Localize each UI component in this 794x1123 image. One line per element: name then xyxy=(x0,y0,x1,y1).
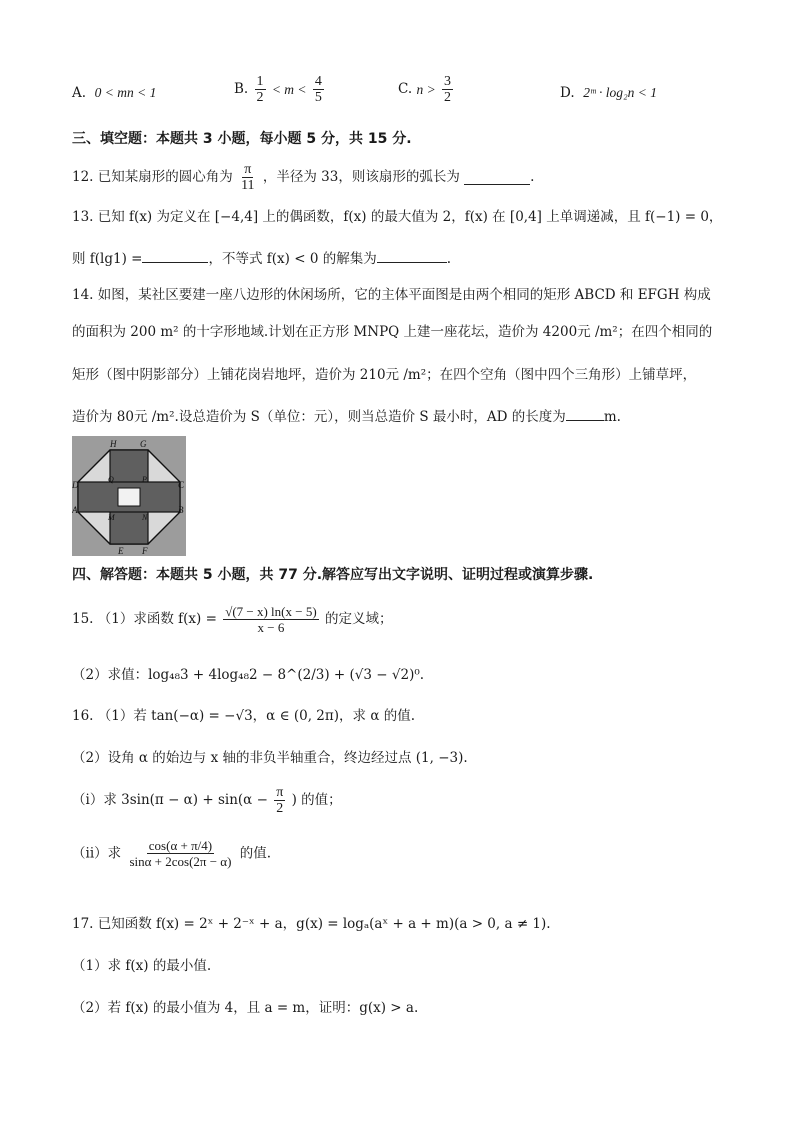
section-4-heading: 四、解答题：本题共 5 小题，共 77 分.解答应写出文字说明、证明过程或演算步骤. xyxy=(72,567,594,583)
question-15-part-1: 15. （1）求函数 f(x) = $\frac{√(7 - x) \ln(x - 5)}{x - 6}$ 的定义域； xyxy=(72,604,393,635)
octagon-figure xyxy=(72,436,186,556)
label-A: A xyxy=(72,505,78,515)
question-16-part-2-i: （i）求 3sin(π − α) + sin(α − $\frac{\pi}{2}$ ) 的值； xyxy=(72,785,342,816)
label-Q: Q xyxy=(108,475,114,484)
figure-svg xyxy=(72,436,186,556)
choice-c: C. n > $\frac{3}{2}$ xyxy=(398,74,451,105)
label-D: D xyxy=(72,480,79,490)
question-16-part-2: （2）设角 α 的始边与 x 轴的非负半轴重合，终边经过点 (1, −3). xyxy=(72,750,468,766)
label-E: E xyxy=(118,546,124,556)
answer-blank[interactable] xyxy=(464,170,530,185)
question-14-line-4: 造价为 80元 /m².设总造价为 S（单位：元），则当总造价 S 最小时，AD 的长度为 m. xyxy=(72,406,621,426)
question-13-line-2: 则 f(lg1) = ，不等式 f(x) < 0 的解集为 . xyxy=(72,248,451,268)
question-14-line-2: 的面积为 200 m² 的十字形地域.计划在正方形 MNPQ 上建一座花坛，造价为 4200元 /m²；在四个相同的 xyxy=(72,324,713,340)
question-17-part-2: （2）若 f(x) 的最小值为 4，且 a = m，证明：g(x) > a. xyxy=(72,1000,419,1016)
label-C: C xyxy=(178,480,185,490)
label-G: G xyxy=(140,439,147,449)
label-N: N xyxy=(142,513,148,522)
choice-d: D. 2ᵐ · log₂n < 1 xyxy=(560,85,658,101)
question-16-part-1: 16. （1）若 tan(−α) = −√3，α ∈ (0, 2π)，求 α 的值. xyxy=(72,708,416,724)
answer-blank[interactable] xyxy=(566,406,604,421)
label-M: M xyxy=(108,513,115,522)
section-3-heading: 三、填空题：本题共 3 小题，每小题 5 分，共 15 分. xyxy=(72,131,412,147)
label-F: F xyxy=(142,546,148,556)
label-B: B xyxy=(178,505,184,515)
question-14-line-3: 矩形（图中阴影部分）上铺花岗岩地坪，造价为 210元 /m²；在四个空角（图中四个三角形）上铺草坪， xyxy=(72,367,697,383)
choice-b: B. $\frac{1}{2}$ < m < $\frac{4}{5}$ xyxy=(234,74,322,105)
answer-blank[interactable] xyxy=(377,248,447,263)
question-12: 12. 已知某扇形的圆心角为 $\frac{\pi}{11}$ ，半径为 33，则该扇形的弧长为 . xyxy=(72,162,535,193)
answer-blank[interactable] xyxy=(142,248,208,263)
label-H: H xyxy=(110,439,117,449)
question-14-line-1: 14. 如图，某社区要建一座八边形的休闲场所，它的主体平面图是由两个相同的矩形 ABCD 和 EFGH 构成 xyxy=(72,287,711,303)
question-16-part-2-ii: （ii）求 $\frac{\cos(\alpha + \pi/4)}{\sin\alpha + 2\cos(2\pi - \alpha)}$ 的值. xyxy=(72,838,272,869)
question-13-line-1: 13. 已知 f(x) 为定义在 [−4,4] 上的偶函数，f(x) 的最大值为 2，f(x) 在 [0,4] 上单调递减，且 f(−1) = 0， xyxy=(72,209,723,225)
question-17-stem: 17. 已知函数 f(x) = 2ˣ + 2⁻ˣ + a，g(x) = logₐ(aˣ + a + m)(a > 0, a ≠ 1). xyxy=(72,916,551,932)
question-17-part-1: （1）求 f(x) 的最小值. xyxy=(72,958,212,974)
label-P: P xyxy=(142,475,147,484)
choice-a: A. 0 < mn < 1 xyxy=(72,85,157,101)
question-15-part-2: （2）求值：log₄₈3 + 4log₄₈2 − 8^(2/3) + (√3 − √2)⁰. xyxy=(72,667,425,683)
